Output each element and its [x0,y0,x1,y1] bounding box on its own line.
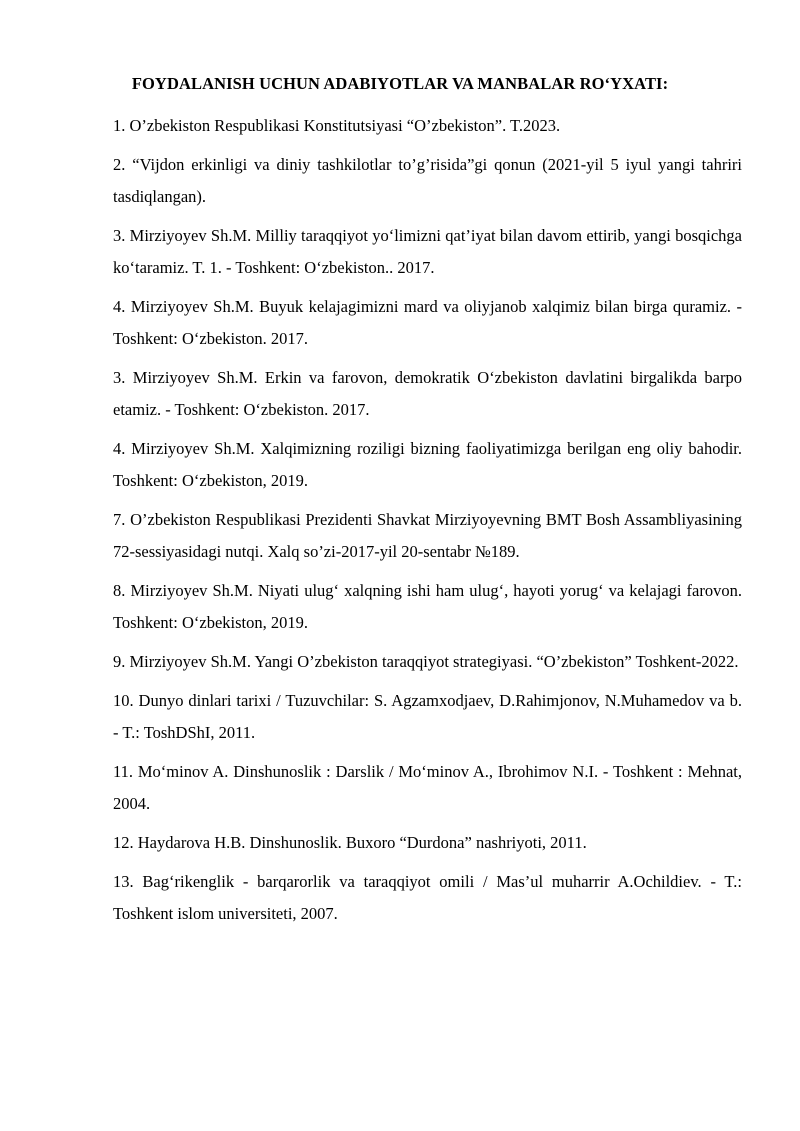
reference-list [113,110,742,937]
reference-item: 7. O’zbekiston Respublikasi Prezidenti Shavkat Mirziyoyevning BMT Bosh Assambliyasining 72-sessiyasidagi nutqi. Xalq so’zi-2017-yil 20-sentabr №189. [113,510,742,561]
document-title: FOYDALANISH UCHUN ADABIYOTLAR VA MANBALAR RO‘YXATI: [131,74,669,93]
reference-item: 4. Mirziyoyev Sh.M. Buyuk kelajagimizni mard va oliyjanob xalqimiz bilan birga quramiz. - Toshkent: O‘zbekiston. 2017. [113,297,742,348]
reference-item: 3. Mirziyoyev Sh.M. Erkin va farovon, demokratik O‘zbekiston davlatini birgalikda barpo etamiz. - Toshkent: O‘zbekiston. 2017. [113,368,742,419]
reference-item: 4. Mirziyoyev Sh.M. Xalqimizning roziligi bizning faoliyatimizga berilgan eng oliy bahodir. Toshkent: O‘zbekiston, 2019. [113,439,742,490]
reference-item: 9. Mirziyoyev Sh.M. Yangi O’zbekiston taraqqiyot strategiyasi. “O’zbekiston” Toshkent-2022. [113,652,739,671]
reference-item: 2. “Vijdon erkinligi va diniy tashkilotlar to’g’risida”gi qonun (2021-yil 5 iyul yangi tahriri tasdiqlangan). [113,155,742,206]
reference-item: 11. Mo‘minov A. Dinshunoslik : Darslik / Mo‘minov A., Ibrohimov N.I. - Toshkent : Mehnat, 2004. [113,762,742,813]
reference-item: 12. Haydarova H.B. Dinshunoslik. Buxoro “Durdona” nashriyoti, 2011. [113,833,587,852]
reference-item: 10. Dunyo dinlari tarixi / Tuzuvchilar: S. Agzamxodjaev, D.Rahimjonov, N.Muhamedov va b. - T.: ToshDShI, 2011. [113,691,742,742]
reference-item: 13. Bag‘rikenglik - barqarorlik va taraqqiyot omili / Mas’ul muharrir A.Ochildiev. - T.: Toshkent islom universiteti, 2007. [113,872,742,923]
reference-item: 1. O’zbekiston Respublikasi Konstitutsiyasi “O’zbekiston”. T.2023. [113,116,561,135]
reference-item: 8. Mirziyoyev Sh.M. Niyati ulug‘ xalqning ishi ham ulug‘, hayoti yorug‘ va kelajagi farovon. Toshkent: O‘zbekiston, 2019. [113,581,742,632]
reference-item: 3. Mirziyoyev Sh.M. Milliy taraqqiyot yo‘limizni qat’iyat bilan davom ettirib, yangi bosqichga ko‘taramiz. T. 1. - Toshkent: O‘zbekiston.. 2017. [113,226,742,277]
